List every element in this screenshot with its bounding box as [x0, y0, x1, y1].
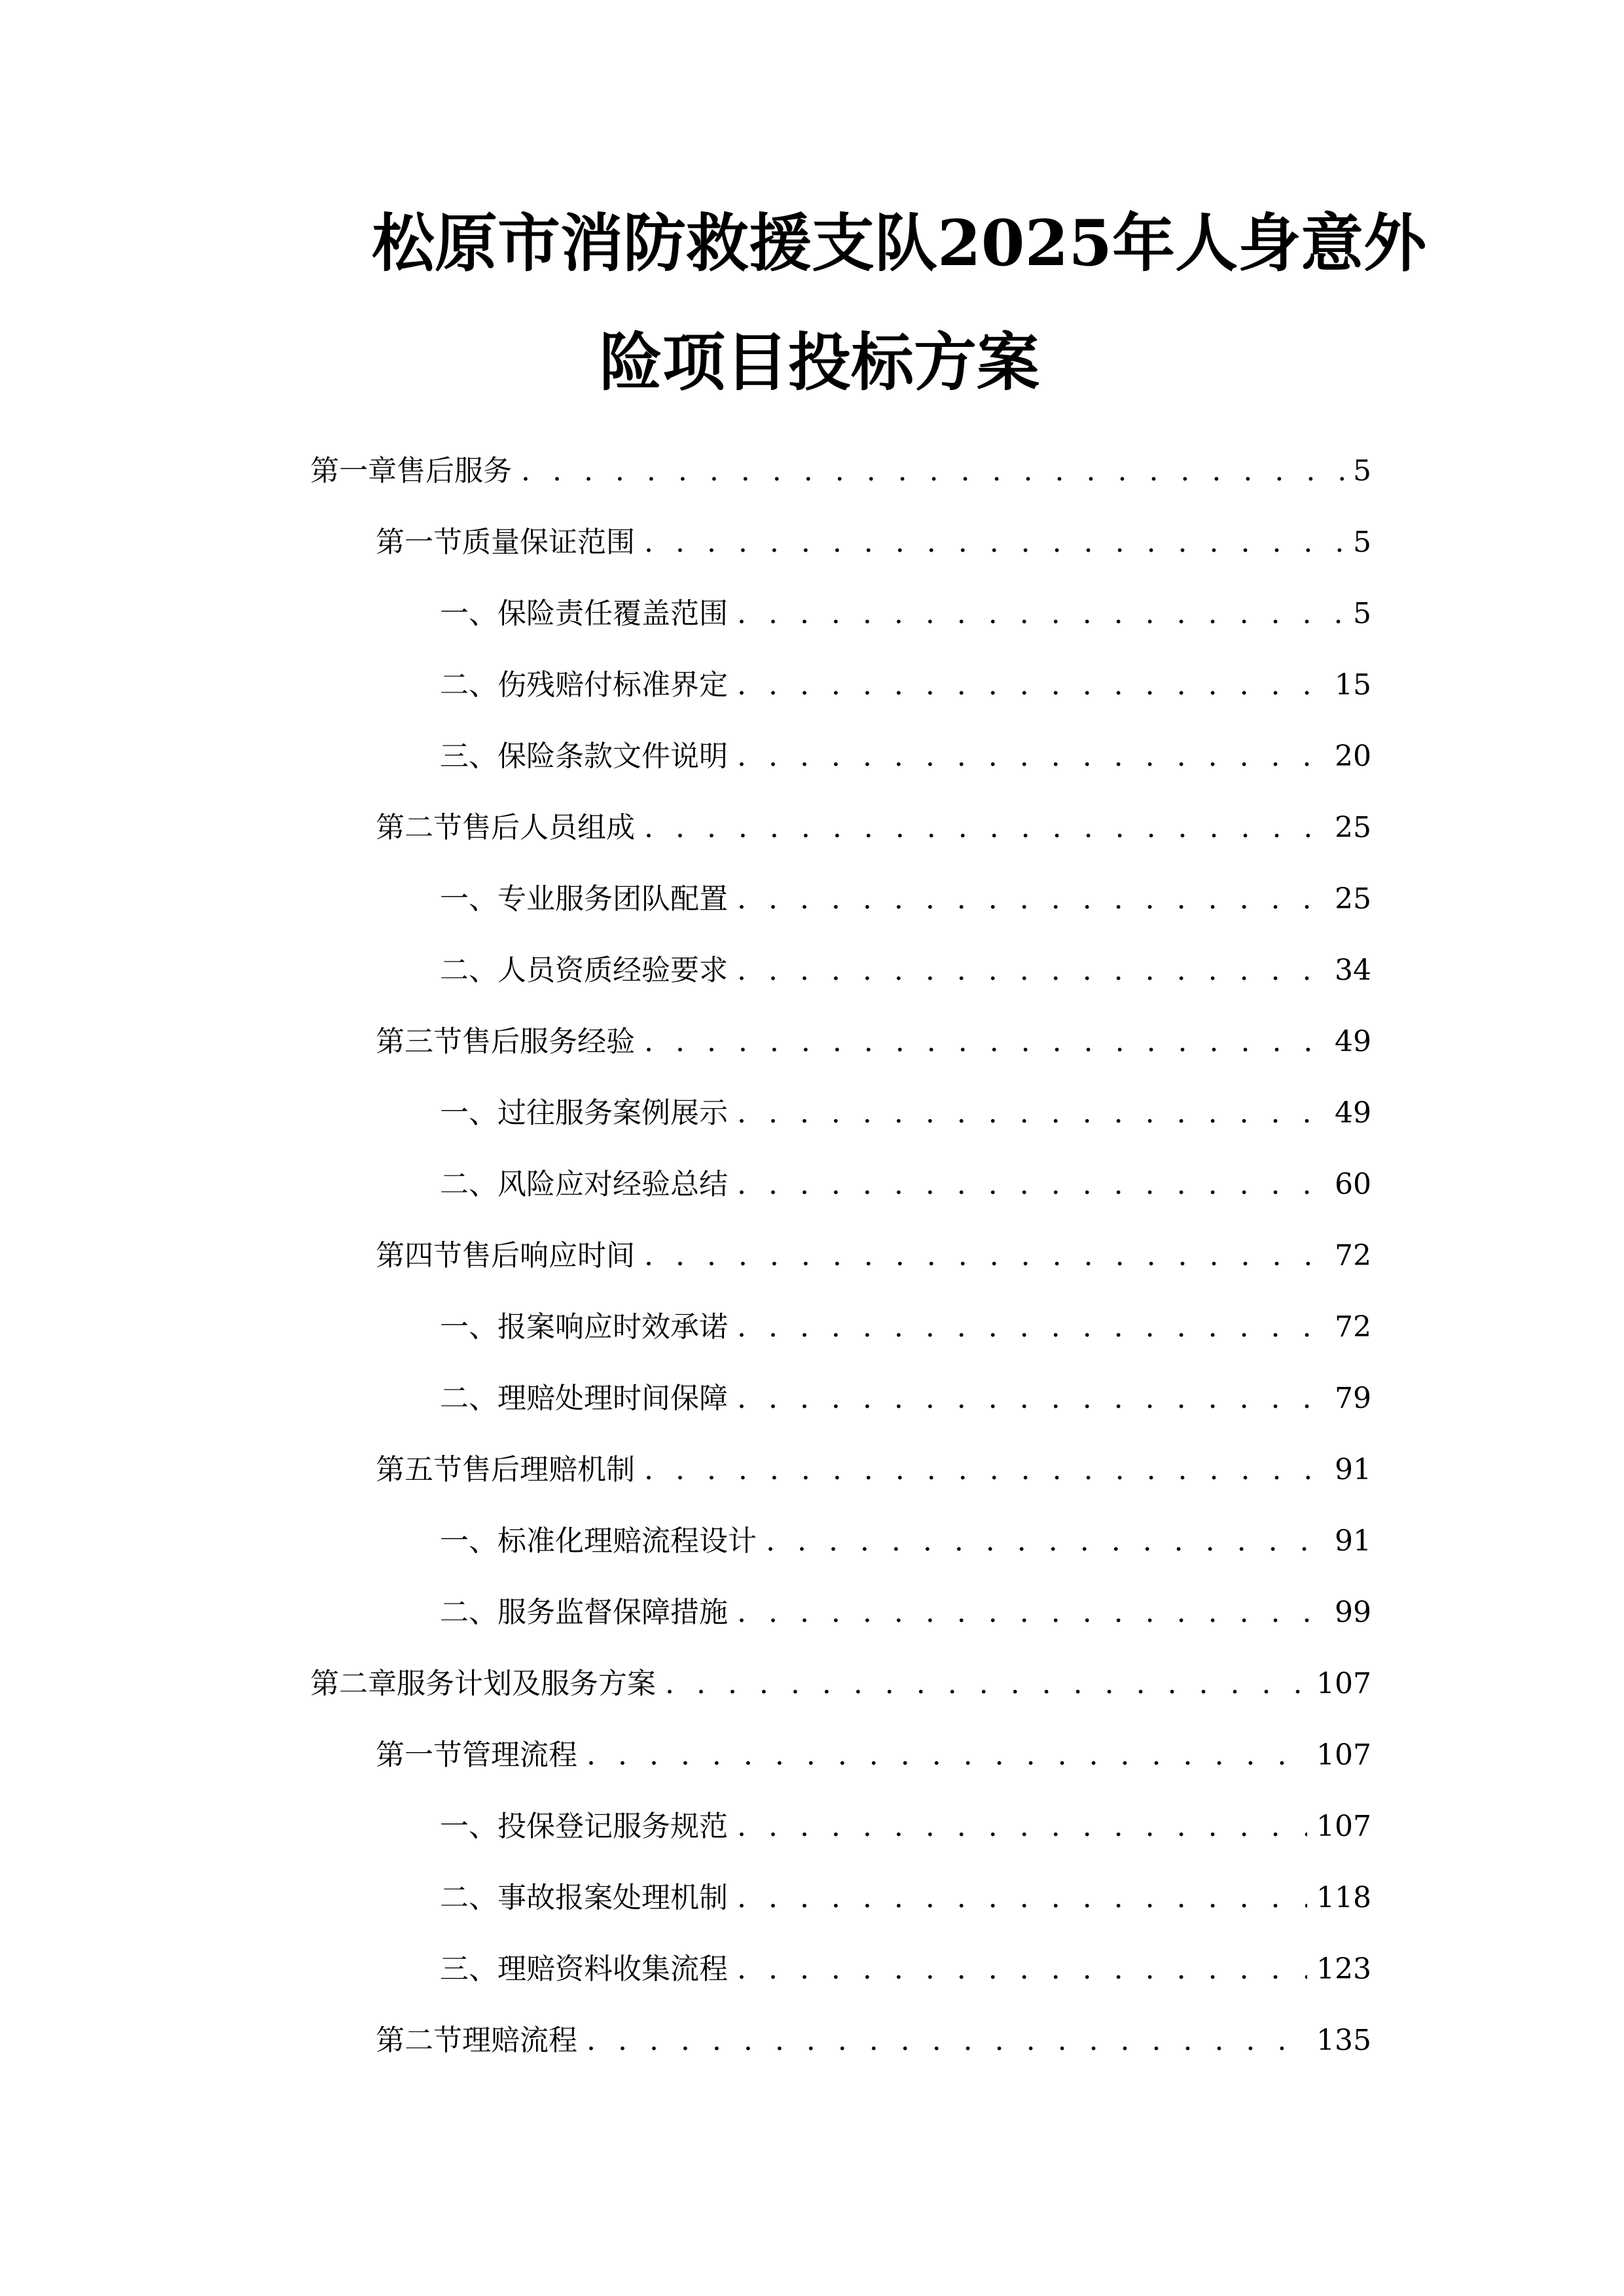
toc-entry-subsection[interactable] [440, 950, 1371, 992]
toc-entry-subsection[interactable] [440, 664, 1371, 706]
document-title-line-1: 松原市消防救援支队2025年人身意外 [372, 206, 1427, 280]
toc-entry-subsection[interactable] [440, 1520, 1371, 1562]
toc-number: 第一节 [376, 1738, 462, 1772]
toc-title: 售后服务经验 [462, 1025, 635, 1058]
toc-dot-leader [737, 736, 1326, 778]
toc-title: 服务计划及服务方案 [397, 1667, 656, 1700]
document-title-line-2: 险项目投标方案 [600, 325, 1039, 399]
toc-number: 一、 [440, 1310, 497, 1344]
toc-page-number: 118 [1316, 1881, 1371, 1914]
toc-number: 二、 [440, 1168, 497, 1201]
toc-page-number: 60 [1335, 1168, 1371, 1201]
toc-title: 保险责任覆盖范围 [497, 597, 728, 630]
toc-title: 售后人员组成 [462, 811, 635, 844]
toc-page-number: 123 [1316, 1952, 1371, 1986]
toc-dot-leader [737, 1164, 1326, 1206]
toc-number: 一、 [440, 882, 497, 916]
toc-page-number: 15 [1335, 668, 1371, 702]
toc-number: 二、 [440, 954, 497, 987]
toc-number: 第三节 [376, 1025, 462, 1058]
toc-dot-leader [737, 1092, 1326, 1134]
toc-title: 报案响应时效承诺 [497, 1310, 728, 1344]
toc-page-number: 49 [1335, 1025, 1371, 1058]
toc-dot-leader [586, 2020, 1307, 2062]
toc-page-number: 91 [1335, 1524, 1371, 1558]
toc-page-number: 135 [1316, 2024, 1371, 2057]
toc-dot-leader [737, 1948, 1307, 1990]
toc-page-number: 72 [1335, 1239, 1371, 1272]
toc-number: 第二节 [376, 811, 462, 844]
toc-dot-leader [644, 1021, 1326, 1063]
toc-page-number: 72 [1335, 1310, 1371, 1344]
toc-entry-subsection[interactable] [440, 593, 1371, 635]
toc-entry-subsection[interactable] [440, 1164, 1371, 1206]
toc-entry-subsection[interactable] [440, 878, 1371, 920]
toc-entry-subsection[interactable] [440, 1306, 1371, 1348]
toc-number: 第五节 [376, 1453, 462, 1486]
toc-page-number: 107 [1316, 1738, 1371, 1772]
toc-entry-subsection[interactable] [440, 736, 1371, 778]
toc-title: 过往服务案例展示 [497, 1096, 728, 1130]
toc-number: 二、 [440, 1382, 497, 1415]
toc-page-number: 5 [1353, 597, 1371, 630]
toc-title: 保险条款文件说明 [497, 740, 728, 773]
toc-title: 专业服务团队配置 [497, 882, 728, 916]
toc-dot-leader [737, 593, 1344, 635]
toc-number: 第二章 [310, 1667, 397, 1700]
toc-entry-subsection[interactable] [440, 1948, 1371, 1990]
toc-dot-leader [521, 450, 1344, 492]
toc-title: 事故报案处理机制 [497, 1881, 728, 1914]
toc-title: 理赔资料收集流程 [497, 1952, 728, 1986]
toc-number: 二、 [440, 668, 497, 702]
toc-dot-leader [586, 1734, 1307, 1776]
toc-entry-section[interactable] [376, 807, 1371, 849]
toc-page-number: 99 [1335, 1596, 1371, 1629]
toc-dot-leader [644, 1449, 1326, 1491]
toc-title: 风险应对经验总结 [497, 1168, 728, 1201]
toc-number: 一、 [440, 1524, 497, 1558]
toc-dot-leader [737, 1378, 1326, 1420]
toc-entry-subsection[interactable] [440, 1806, 1371, 1848]
toc-title: 售后理赔机制 [462, 1453, 635, 1486]
toc-dot-leader [644, 1235, 1326, 1277]
toc-title: 伤残赔付标准界定 [497, 668, 728, 702]
toc-title: 理赔处理时间保障 [497, 1382, 728, 1415]
toc-page-number: 25 [1335, 882, 1371, 916]
toc-entry-section[interactable] [376, 522, 1371, 564]
toc-page-number: 49 [1335, 1096, 1371, 1130]
toc-number: 第一节 [376, 526, 462, 559]
toc-title: 服务监督保障措施 [497, 1596, 728, 1629]
toc-dot-leader [766, 1520, 1326, 1562]
toc-number: 第四节 [376, 1239, 462, 1272]
toc-title: 质量保证范围 [462, 526, 635, 559]
toc-dot-leader [737, 1877, 1307, 1919]
toc-title: 售后响应时间 [462, 1239, 635, 1272]
toc-dot-leader [737, 950, 1326, 992]
toc-entry-subsection[interactable] [440, 1378, 1371, 1420]
toc-page-number: 34 [1335, 954, 1371, 987]
toc-dot-leader [737, 1306, 1326, 1348]
toc-page-number: 107 [1316, 1810, 1371, 1843]
toc-entry-subsection[interactable] [440, 1592, 1371, 1634]
toc-number: 二、 [440, 1881, 497, 1914]
toc-number: 一、 [440, 597, 497, 630]
toc-title: 管理流程 [462, 1738, 577, 1772]
toc-entry-section[interactable] [376, 1734, 1371, 1776]
toc-number: 三、 [440, 740, 497, 773]
toc-entry-chapter[interactable] [310, 1663, 1371, 1705]
toc-title: 售后服务 [397, 454, 512, 488]
toc-entry-section[interactable] [376, 1021, 1371, 1063]
toc-number: 一、 [440, 1810, 497, 1843]
toc-dot-leader [737, 1592, 1326, 1634]
toc-number: 二、 [440, 1596, 497, 1629]
toc-entry-section[interactable] [376, 1235, 1371, 1277]
toc-page-number: 91 [1335, 1453, 1371, 1486]
toc-page-number: 107 [1316, 1667, 1371, 1700]
toc-page-number: 25 [1335, 811, 1371, 844]
toc-number: 第一章 [310, 454, 397, 488]
toc-title: 理赔流程 [462, 2024, 577, 2057]
toc-entry-section[interactable] [376, 2020, 1371, 2062]
toc-page-number: 79 [1335, 1382, 1371, 1415]
toc-number: 一、 [440, 1096, 497, 1130]
toc-dot-leader [644, 522, 1344, 564]
toc-entry-chapter[interactable] [310, 450, 1371, 492]
toc-dot-leader [665, 1663, 1307, 1705]
toc-dot-leader [644, 807, 1326, 849]
toc-page-number: 20 [1335, 740, 1371, 773]
toc-title: 投保登记服务规范 [497, 1810, 728, 1843]
toc-number: 三、 [440, 1952, 497, 1986]
toc-page-number: 5 [1353, 454, 1371, 488]
toc-dot-leader [737, 1806, 1307, 1848]
toc-entry-subsection[interactable] [440, 1877, 1371, 1919]
toc-dot-leader [737, 664, 1326, 706]
toc-entry-subsection[interactable] [440, 1092, 1371, 1134]
toc-title: 人员资质经验要求 [497, 954, 728, 987]
toc-number: 第二节 [376, 2024, 462, 2057]
toc-dot-leader [737, 878, 1326, 920]
toc-entry-section[interactable] [376, 1449, 1371, 1491]
toc-page-number: 5 [1353, 526, 1371, 559]
toc-title: 标准化理赔流程设计 [497, 1524, 757, 1558]
